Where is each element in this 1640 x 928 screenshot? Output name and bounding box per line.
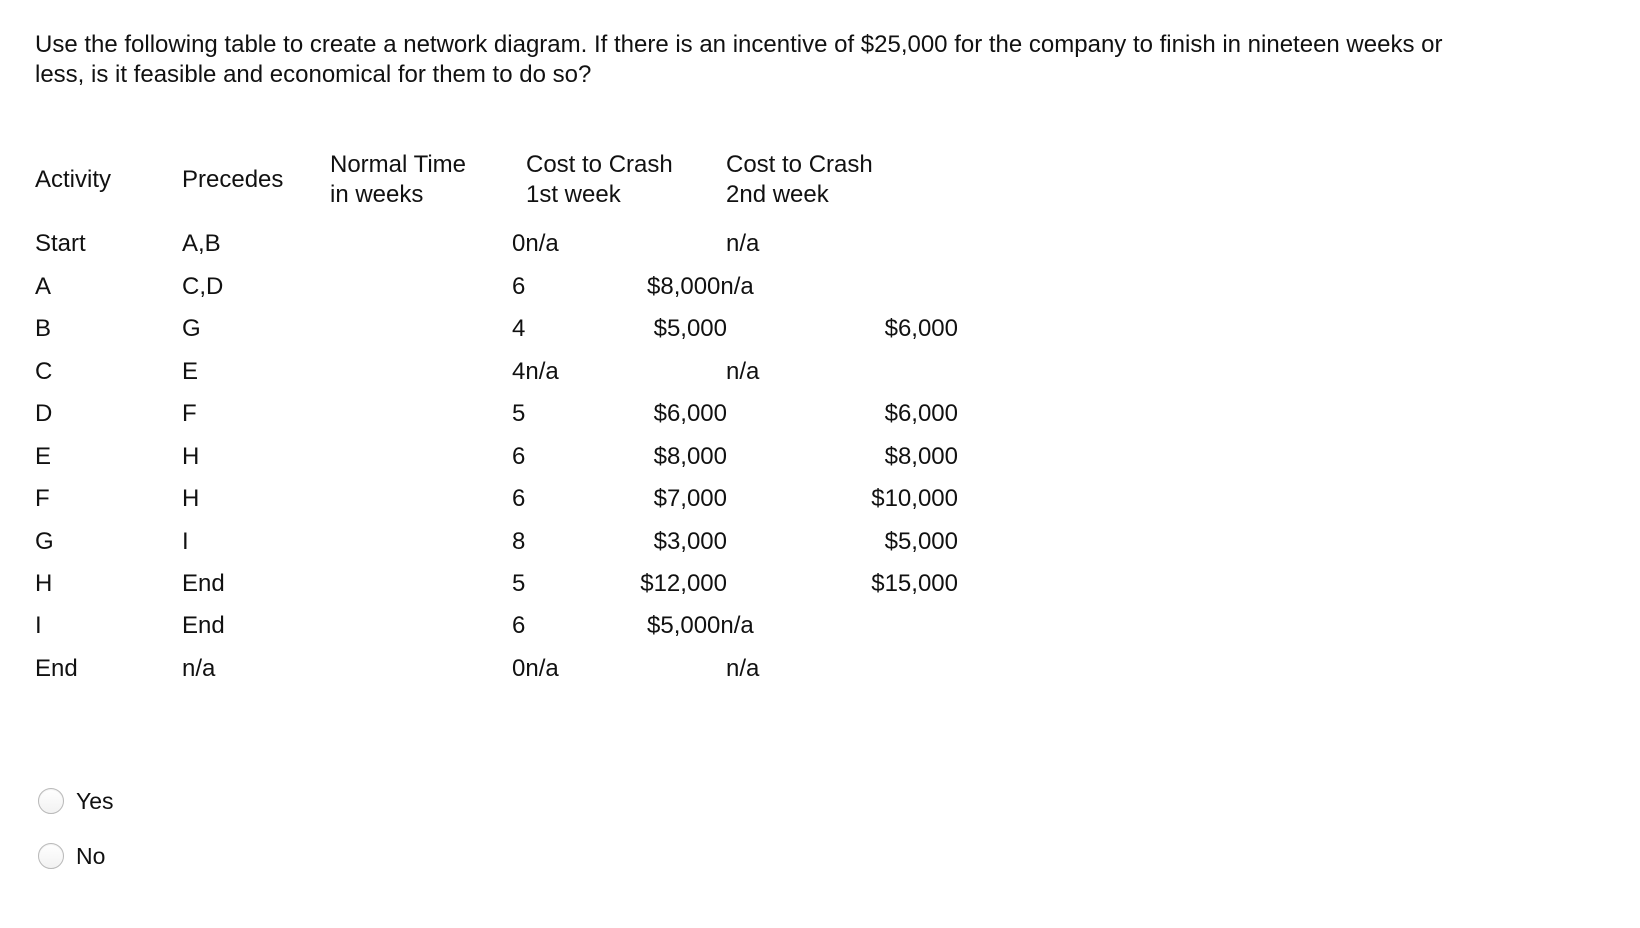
cell-crash-2nd-extra: $6,000 — [884, 315, 958, 342]
cell-normal-time: 0n/a — [512, 655, 559, 682]
cell-precedes: n/a — [182, 655, 216, 682]
cell-normal-time: 6 — [512, 273, 526, 300]
option-no[interactable] — [38, 840, 105, 872]
cell-activity: I — [35, 612, 42, 639]
cell-precedes: F — [182, 400, 197, 427]
cell-precedes: End — [182, 612, 225, 639]
cell-normal-time: 6 — [512, 485, 526, 512]
header-crash1-line1: Cost to Crash — [526, 151, 673, 178]
cell-crash-1st: $6,000 — [653, 400, 727, 427]
cell-crash-1st: $5,000n/a — [647, 612, 754, 639]
header-crash-1st-week — [526, 150, 673, 210]
cell-precedes: I — [182, 528, 189, 555]
cell-normal-time: 0n/a — [512, 230, 559, 257]
cell-crash-1st: $7,000 — [653, 485, 727, 512]
cell-crash-2nd-extra: $15,000 — [871, 570, 958, 597]
cell-crash-2nd: n/a — [726, 358, 760, 385]
cell-normal-time: 5 — [512, 570, 526, 597]
header-crash1-line2: 1st week — [526, 181, 621, 208]
cell-precedes: H — [182, 485, 200, 512]
cell-crash-1st: $5,000 — [653, 315, 727, 342]
header-normal-time — [330, 150, 466, 210]
cell-activity: F — [35, 485, 50, 512]
cell-normal-time: 4n/a — [512, 358, 559, 385]
cell-crash-1st: $12,000 — [640, 570, 727, 597]
cell-crash-2nd-extra: $5,000 — [884, 528, 958, 555]
cell-activity: End — [35, 655, 78, 682]
cell-precedes: G — [182, 315, 201, 342]
cell-activity: G — [35, 528, 54, 555]
option-yes-label: Yes — [76, 788, 114, 814]
cell-precedes: End — [182, 570, 225, 597]
header-normal-time-line1: Normal Time — [330, 151, 467, 178]
header-crash2-line2: 2nd week — [726, 181, 829, 208]
header-precedes: Precedes — [182, 166, 284, 193]
cell-activity: A — [35, 273, 52, 300]
cell-normal-time: 6 — [512, 443, 526, 470]
cell-precedes: H — [182, 443, 200, 470]
cell-precedes: C,D — [182, 273, 224, 300]
cell-normal-time: 6 — [512, 612, 526, 639]
question-line-2: less, is it feasible and economical for them to do so? — [35, 61, 592, 88]
question-line-1: Use the following table to create a network diagram. If there is an incentive of $25,000 for the company to finish in nineteen weeks or — [35, 31, 1443, 58]
cell-precedes: E — [182, 358, 199, 385]
cell-precedes: A,B — [182, 230, 221, 257]
cell-activity: B — [35, 315, 52, 342]
cell-activity: E — [35, 443, 52, 470]
cell-crash-1st: $8,000 — [653, 443, 727, 470]
cell-activity: D — [35, 400, 53, 427]
header-normal-time-line2: in weeks — [330, 181, 424, 208]
cell-crash-2nd-extra: $8,000 — [884, 443, 958, 470]
cell-crash-1st: $8,000n/a — [647, 273, 754, 300]
header-crash-2nd-week — [726, 150, 873, 210]
option-no-label: No — [76, 843, 106, 869]
cell-normal-time: 8 — [512, 528, 526, 555]
cell-crash-2nd: n/a — [726, 655, 760, 682]
question-text — [35, 30, 1615, 90]
cell-normal-time: 4 — [512, 315, 526, 342]
cell-crash-2nd-extra: $6,000 — [884, 400, 958, 427]
radio-yes[interactable] — [38, 788, 64, 814]
cell-crash-2nd: n/a — [726, 230, 760, 257]
cell-normal-time: 5 — [512, 400, 526, 427]
cell-activity: Start — [35, 230, 86, 257]
cell-activity: H — [35, 570, 53, 597]
radio-no[interactable] — [38, 843, 64, 869]
cell-crash-2nd-extra: $10,000 — [871, 485, 958, 512]
header-crash2-line1: Cost to Crash — [726, 151, 873, 178]
cell-activity: C — [35, 358, 53, 385]
option-yes[interactable] — [38, 785, 114, 817]
header-activity: Activity — [35, 166, 112, 193]
cell-crash-1st: $3,000 — [653, 528, 727, 555]
